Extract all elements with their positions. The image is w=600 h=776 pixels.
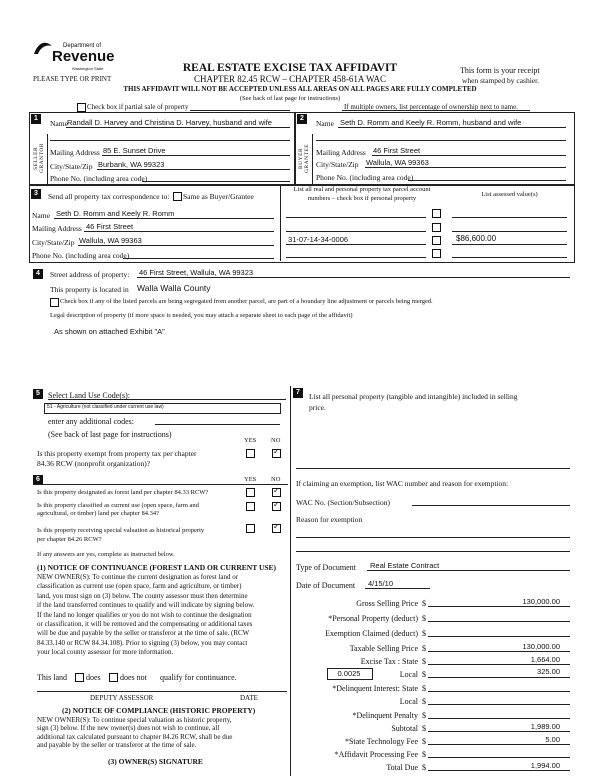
parcel-2-personal-checkbox[interactable] bbox=[432, 223, 441, 232]
warning-line: THIS AFFIDAVIT WILL NOT BE ACCEPTED UNLESS ALL AREAS ON ALL PAGES ARE FULLY COMPLETED bbox=[123, 85, 477, 93]
personal-property-line2: price. bbox=[309, 403, 326, 412]
section-1-number: 1 bbox=[31, 114, 41, 124]
parcel-number-value[interactable]: 31-07-14-34-0006 bbox=[288, 235, 349, 244]
receipt-line1: This form is your receipt bbox=[460, 66, 540, 75]
section-6-number: 6 bbox=[33, 475, 43, 485]
buyer-city-value[interactable]: Wallula, WA 99363 bbox=[366, 158, 429, 167]
wac-label: WAC No. (Section/Subsection) bbox=[296, 498, 390, 507]
fin-row-label: *Personal Property (deduct) bbox=[328, 614, 418, 623]
parcel-1-personal-checkbox[interactable] bbox=[432, 209, 441, 218]
exempt-question-line2: 84.36 RCW (nonprofit organization)? bbox=[37, 459, 151, 468]
fin-currency: $ bbox=[422, 750, 426, 759]
fin-currency: $ bbox=[422, 684, 426, 693]
corr-name-label: Name bbox=[32, 211, 50, 220]
same-as-buyer-checkbox[interactable] bbox=[173, 192, 182, 201]
if-yes-instruction: If any answers are yes, complete as instructed below. bbox=[37, 551, 175, 558]
current-use-yes-checkbox[interactable] bbox=[246, 502, 255, 511]
fin-row-label: Total Due bbox=[386, 763, 418, 772]
notice1-line: will be due and payable by the seller or transferor at the time of sale. (RCW bbox=[37, 629, 250, 638]
notice2-line: additional tax calculated pursuant to chapter 84.26 RCW, shall be due bbox=[37, 732, 233, 741]
seller-mailing-value[interactable]: 85 E. Sunset Drive bbox=[103, 146, 166, 155]
historic-no-checkbox[interactable] bbox=[272, 524, 281, 533]
section5-yes-header: YES bbox=[244, 437, 257, 444]
fin-row-label: *State Technology Fee bbox=[344, 737, 418, 746]
exempt-question-line1: Is this property exempt from property tax per chapter bbox=[37, 449, 197, 458]
located-in-label: This property is located in bbox=[50, 285, 129, 294]
notice1-line: or classification, it will be removed and the compensating or additional taxes bbox=[37, 620, 253, 629]
street-address-value[interactable]: 46 First Street, Wallula, WA 99323 bbox=[139, 268, 254, 277]
fin-currency: $ bbox=[422, 614, 426, 623]
buyer-name-label: Name bbox=[316, 119, 334, 128]
fin-row-label: Gross Selling Price bbox=[356, 599, 418, 608]
partial-sale-label: Check box if partial sale of property bbox=[87, 103, 189, 111]
notice1-line: classification as current use (open space, farm and agriculture, or timber) bbox=[37, 582, 242, 591]
same-as-buyer-label: Same as Buyer/Grantee bbox=[183, 192, 254, 201]
notice1-line: if the land transferred continues to qualify and will indicate by signing below. bbox=[37, 601, 255, 610]
fin-currency: $ bbox=[422, 644, 426, 653]
partial-sale-checkbox[interactable] bbox=[77, 103, 86, 112]
buyer-name-value[interactable]: Seth D. Romm and Keely R. Romm, husband and wife bbox=[340, 118, 522, 127]
notice1-line: NEW OWNER(S): To continue the current designation as forest land or bbox=[37, 573, 239, 581]
notice-compliance-body bbox=[37, 716, 287, 750]
multiple-owners-note: If multiple owners, list percentage of ownership next to name. bbox=[344, 103, 518, 111]
notice2-line: and payable by the seller or transferor at the time of sale. bbox=[37, 741, 197, 750]
section-3-number: 3 bbox=[31, 189, 41, 199]
notice2-line: NEW OWNER(S): To continue special valuation as historic property, bbox=[37, 716, 232, 724]
historic-question-line1: Is this property receiving special valuation as historical property bbox=[37, 527, 205, 534]
fin-currency: $ bbox=[422, 711, 426, 720]
parcel-header-line2: numbers – check box if personal property bbox=[307, 195, 417, 202]
corr-mailing-label: Mailing Address bbox=[32, 224, 82, 233]
page-title: REAL ESTATE EXCISE TAX AFFIDAVIT bbox=[182, 62, 398, 74]
fin-row-value[interactable]: 130,000.00 bbox=[522, 642, 560, 651]
fin-currency: $ bbox=[422, 724, 426, 733]
notice-continuance-body bbox=[37, 573, 287, 658]
fin-row-label: *Delinquent Interest: State bbox=[332, 684, 418, 693]
notice1-line: 84.33.140 or RCW 84.34.108). Prior to signing (3) below, you may contact bbox=[37, 638, 248, 647]
forest-yes-checkbox[interactable] bbox=[246, 488, 255, 497]
fin-row-label: Local bbox=[399, 697, 418, 706]
doc-type-label: Type of Document bbox=[296, 563, 356, 572]
doc-date-value[interactable]: 4/15/10 bbox=[368, 579, 394, 588]
local-rate-value: 0.0025 bbox=[337, 669, 361, 678]
seller-grantor-label: SELLER GRANTOR bbox=[33, 143, 45, 173]
does-label: does bbox=[86, 673, 101, 682]
corr-city-label: City/State/Zip bbox=[32, 238, 75, 247]
fin-row-label: Subtotal bbox=[391, 724, 418, 733]
section-2-number: 2 bbox=[297, 114, 307, 124]
buyer-mailing-value[interactable]: 46 First Street bbox=[373, 146, 421, 155]
fin-row-value[interactable]: 1,994.00 bbox=[530, 761, 560, 770]
notice1-line: If the land no longer qualifies or you do not wish to continue the designation bbox=[37, 610, 252, 619]
personal-property-line1: List all personal property (tangible and intangible) included in selling bbox=[309, 392, 518, 401]
segregation-checkbox[interactable] bbox=[50, 298, 59, 307]
county-value[interactable]: Walla Walla County bbox=[137, 283, 211, 293]
section5-no-header: NO bbox=[271, 437, 281, 444]
parcel-header-line1: List all real and personal property tax parcel account bbox=[293, 186, 431, 193]
parcel-3-personal-checkbox[interactable] bbox=[432, 236, 441, 245]
please-type: PLEASE TYPE OR PRINT bbox=[33, 75, 112, 83]
assessed-value[interactable]: $86,600.00 bbox=[456, 234, 497, 243]
fin-row-value[interactable]: 1,664.00 bbox=[530, 655, 560, 664]
fin-currency: $ bbox=[422, 697, 426, 706]
corr-mailing-value[interactable]: 46 First Street bbox=[86, 222, 134, 231]
fin-row-label: *Delinquent Penalty bbox=[352, 711, 418, 720]
receipt-line2: when stamped by cashier. bbox=[462, 76, 540, 85]
deputy-assessor-label: DEPUTY ASSESSOR bbox=[90, 694, 154, 702]
fin-row-value[interactable]: 130,000.00 bbox=[522, 597, 560, 606]
logo bbox=[30, 38, 120, 78]
fin-currency: $ bbox=[422, 657, 426, 666]
current-use-no-checkbox[interactable] bbox=[272, 502, 281, 511]
logo-line2: Revenue bbox=[52, 48, 115, 65]
fin-row-label: *Affidavit Processing Fee bbox=[334, 750, 418, 759]
corr-phone-label: Phone No. (including area code) bbox=[32, 251, 130, 260]
current-use-question-line1: Is this property classified as current use (open space, farm and bbox=[37, 502, 199, 509]
buyer-grantee-label: BUYER GRANTEE bbox=[298, 143, 310, 173]
forest-no-checkbox[interactable] bbox=[272, 488, 281, 497]
notice1-line: your local county assessor for more information. bbox=[37, 648, 174, 657]
exempt-no-checkbox[interactable] bbox=[272, 449, 281, 458]
revenue-logo-icon bbox=[32, 40, 54, 56]
seller-mailing-label: Mailing Address bbox=[50, 148, 100, 157]
current-use-question-line2: agricultural, or timber) land per chapter 84.34? bbox=[37, 510, 160, 517]
does-qualify-checkbox[interactable] bbox=[75, 673, 84, 682]
additional-codes-label: enter any additional codes: bbox=[48, 417, 134, 426]
fin-row-label: Taxable Selling Price bbox=[349, 644, 418, 653]
exempt-yes-checkbox[interactable] bbox=[246, 449, 255, 458]
seller-name-label: Name bbox=[50, 119, 68, 128]
notice-compliance-title: (2) NOTICE OF COMPLIANCE (HISTORIC PROPERTY) bbox=[62, 706, 256, 715]
fin-currency: $ bbox=[422, 599, 426, 608]
fin-row-label: Excise Tax : State bbox=[360, 657, 418, 666]
seller-city-label: City/State/Zip bbox=[50, 162, 93, 171]
fin-row-label: Local bbox=[399, 670, 418, 679]
legal-description-value[interactable]: As shown on attached Exhibit "A" bbox=[54, 327, 165, 336]
section-7-number: 7 bbox=[293, 388, 303, 398]
reason-label: Reason for exemption bbox=[296, 515, 363, 524]
section6-no-header: NO bbox=[271, 476, 281, 483]
fin-row-value[interactable]: 325.00 bbox=[537, 667, 560, 676]
seller-phone-label: Phone No. (including area code) bbox=[50, 174, 148, 183]
land-use-code-value: 51 - Agriculture (not classified under current use law) bbox=[47, 404, 164, 410]
notice-continuance-title: (1) NOTICE OF CONTINUANCE (FOREST LAND OR CURRENT USE) bbox=[37, 563, 277, 572]
see-back-line: (See back of last page for instructions) bbox=[239, 95, 341, 102]
doc-date-label: Date of Document bbox=[296, 581, 356, 590]
assessed-header: List assessed value(s) bbox=[481, 191, 538, 198]
section6-yes-header: YES bbox=[244, 476, 257, 483]
corr-city-value[interactable]: Wallula, WA 99363 bbox=[79, 236, 142, 245]
fin-currency: $ bbox=[422, 763, 426, 772]
fin-row-label: Exemption Claimed (deduct) bbox=[325, 629, 418, 638]
section-4-number: 4 bbox=[33, 269, 43, 279]
exemption-label: If claiming an exemption, list WAC number and reason for exemption: bbox=[296, 479, 509, 488]
date-label: DATE bbox=[240, 694, 258, 702]
land-use-see-back: (See back of last page for instructions) bbox=[48, 430, 172, 439]
parcel-4-personal-checkbox[interactable] bbox=[432, 249, 441, 258]
corr-name-value[interactable]: Seth D. Romm and Keely R. Romm bbox=[56, 209, 175, 218]
street-address-label: Street address of property: bbox=[50, 270, 130, 279]
historic-yes-checkbox[interactable] bbox=[246, 524, 255, 533]
fin-currency: $ bbox=[422, 670, 426, 679]
fin-currency: $ bbox=[422, 737, 426, 746]
historic-question-line2: per chapter 84.26 RCW? bbox=[37, 536, 102, 543]
logo-line3: Washington State bbox=[72, 66, 104, 71]
section-5-number: 5 bbox=[33, 389, 43, 399]
fin-row-value[interactable]: 1,989.00 bbox=[530, 722, 560, 731]
buyer-city-label: City/State/Zip bbox=[316, 160, 359, 169]
doc-type-value[interactable]: Real Estate Contract bbox=[370, 561, 440, 570]
this-land-label: This land bbox=[37, 673, 67, 682]
owner-signature-title: (3) OWNER(S) SIGNATURE bbox=[108, 757, 203, 766]
forest-land-question: Is this property designated as forest land per chapter 84.33 RCW? bbox=[37, 489, 209, 496]
land-use-label: Select Land Use Code(s): bbox=[48, 391, 130, 400]
does-not-qualify-checkbox[interactable] bbox=[109, 673, 118, 682]
fin-row-value[interactable]: 5.00 bbox=[545, 735, 560, 744]
notice2-line: sign (3) below. If the new owner(s) does not wish to continue, all bbox=[37, 724, 220, 733]
chapter-line: CHAPTER 82.45 RCW – CHAPTER 458-61A WAC bbox=[194, 74, 386, 84]
segregation-text: Check box if any of the listed parcels are being segregated from another parcel, are part of a boundary line adjustment or parcels being merged. bbox=[60, 298, 433, 305]
notice1-line: land, you must sign on (3) below. The county assessor must then determine bbox=[37, 591, 248, 600]
seller-city-value[interactable]: Burbank, WA 99323 bbox=[98, 160, 165, 169]
buyer-phone-label: Phone No. (including area code) bbox=[316, 173, 414, 182]
seller-name-value[interactable]: Randall D. Harvey and Christina D. Harvey, husband and wife bbox=[67, 118, 272, 127]
buyer-mailing-label: Mailing Address bbox=[316, 148, 366, 157]
qualify-label: qualify for continuance. bbox=[160, 673, 237, 682]
logo-line1: Department of bbox=[63, 43, 102, 49]
legal-description-label: Legal description of property (if more space is needed, you may attach a separate sheet to each page of the affidavit) bbox=[50, 312, 353, 319]
send-correspondence-label: Send all property tax correspondence to: bbox=[48, 192, 170, 201]
does-not-label: does not bbox=[120, 673, 147, 682]
fin-currency: $ bbox=[422, 629, 426, 638]
